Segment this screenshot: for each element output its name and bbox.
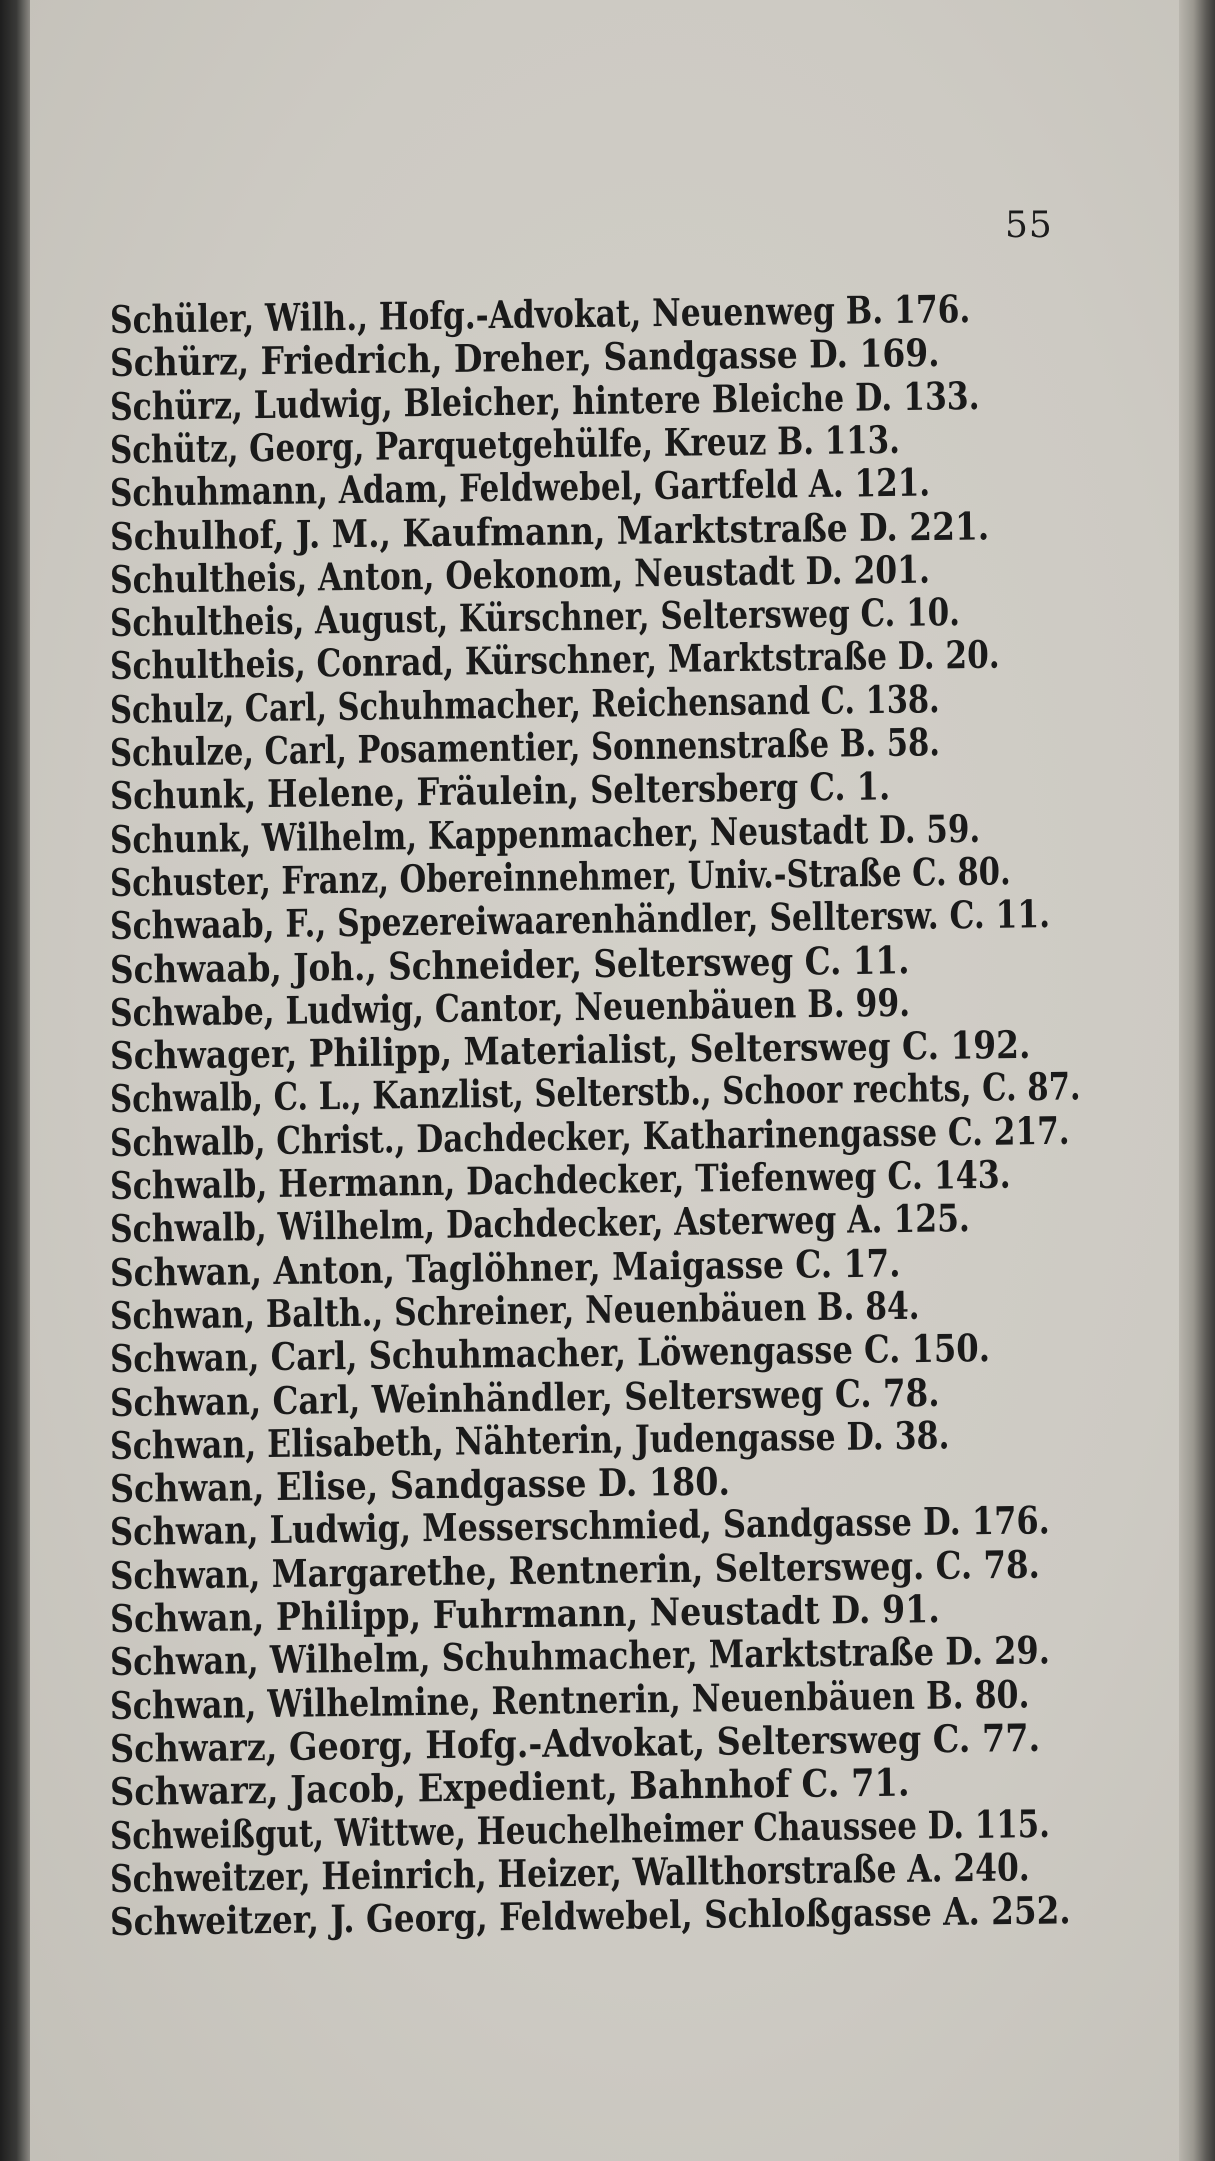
directory-entry: Schwager, Philipp, Materialist, Seltersweg C. 192. (109, 1021, 1031, 1079)
directory-entry: Schulz, Carl, Schuhmacher, Reichensand C. 138. (109, 675, 940, 732)
directory-entry: Schwalb, Christ., Dachdecker, Katharinengasse C. 217. (109, 1107, 1070, 1165)
directory-entry: Schwalb, Hermann, Dachdecker, Tiefenweg C. 143. (109, 1151, 1011, 1208)
directory-entry: Schwan, Balth., Schreiner, Neuenbäuen B. 84. (109, 1282, 920, 1338)
directory-entry: Schulhof, J. M., Kaufmann, Marktstraße D. 221. (109, 502, 990, 559)
directory-entry: Schultheis, August, Kürschner, Seltersweg C. 10. (109, 589, 961, 646)
book-binding-edge (0, 0, 30, 2161)
book-page (30, 0, 1179, 2161)
directory-entry: Schürz, Ludwig, Bleicher, hintere Bleiche D. 133. (109, 372, 980, 429)
directory-entry: Schwarz, Jacob, Expedient, Bahnhof C. 71. (109, 1759, 910, 1815)
directory-entry: Schwan, Carl, Schuhmacher, Löwengasse C. 150. (109, 1325, 991, 1382)
directory-entry: Schwarz, Georg, Hofg.-Advokat, Seltersweg C. 77. (109, 1714, 1041, 1771)
directory-entry: Schwan, Wilhelm, Schuhmacher, Marktstraße D. 29. (109, 1627, 1051, 1685)
page-stack-edge (1179, 0, 1215, 2161)
directory-entry: Schweitzer, J. Georg, Feldwebel, Schloßgasse A. 252. (109, 1887, 1071, 1945)
directory-entry: Schwan, Margarethe, Rentnerin, Seltersweg. C. 78. (109, 1541, 1040, 1598)
directory-entry: Schwan, Anton, Taglöhner, Maigasse C. 17. (109, 1239, 901, 1295)
directory-entry: Schunk, Wilhelm, Kappenmacher, Neustadt D. 59. (109, 805, 981, 862)
directory-entry: Schwan, Carl, Weinhändler, Seltersweg C. 78. (109, 1369, 940, 1425)
directory-entry: Schütz, Georg, Parquetgehülfe, Kreuz B. 113. (109, 416, 901, 472)
directory-entry: Schwan, Philipp, Fuhrmann, Neustadt D. 91. (109, 1586, 941, 1641)
directory-entry: Schüler, Wilh., Hofg.-Advokat, Neuenweg B. 176. (109, 286, 971, 342)
page-number: 55 (1005, 205, 1053, 246)
directory-entry: Schwalb, C. L., Kanzlist, Selterstb., Schoor rechts, C. 87. (109, 1063, 1081, 1122)
directory-entry: Schweitzer, Heinrich, Heizer, Wallthorstraße A. 240. (109, 1844, 1030, 1901)
directory-entry: Schwaab, Joh., Schneider, Seltersweg C. 11. (109, 936, 910, 992)
directory-entry: Schulze, Carl, Posamentier, Sonnenstraße B. 58. (109, 719, 941, 775)
directory-entry: Schwan, Wilhelmine, Rentnerin, Neuenbäuen B. 80. (109, 1670, 1030, 1728)
directory-entry: Schwan, Elise, Sandgasse D. 180. (109, 1458, 731, 1512)
directory-entry: Schwan, Ludwig, Messerschmied, Sandgasse D. 176. (109, 1497, 1050, 1555)
directory-entry: Schweißgut, Wittwe, Heuchelheimer Chaussee D. 115. (109, 1800, 1051, 1858)
directory-entry: Schwabe, Ludwig, Cantor, Neuenbäuen B. 99. (109, 979, 911, 1035)
directory-entry: Schuhmann, Adam, Feldwebel, Gartfeld A. 121. (109, 459, 931, 516)
directory-entry: Schwaab, F., Spezereiwaarenhändler, Selltersw. C. 11. (109, 891, 1051, 949)
directory-entry: Schunk, Helene, Fräulein, Seltersberg C. 1. (109, 763, 891, 819)
directory-entry: Schürz, Friedrich, Dreher, Sandgasse D. 169. (109, 330, 940, 386)
directory-entry: Schultheis, Anton, Oekonom, Neustadt D. 201. (109, 546, 931, 602)
directory-entry: Schultheis, Conrad, Kürschner, Marktstraße D. 20. (109, 632, 1000, 689)
directory-entry: Schwalb, Wilhelm, Dachdecker, Asterweg A. 125. (109, 1195, 971, 1252)
directory-entry: Schuster, Franz, Obereinnehmer, Univ.-Straße C. 80. (109, 848, 1011, 905)
directory-entry: Schwan, Elisabeth, Nähterin, Judengasse D. 38. (109, 1412, 950, 1468)
